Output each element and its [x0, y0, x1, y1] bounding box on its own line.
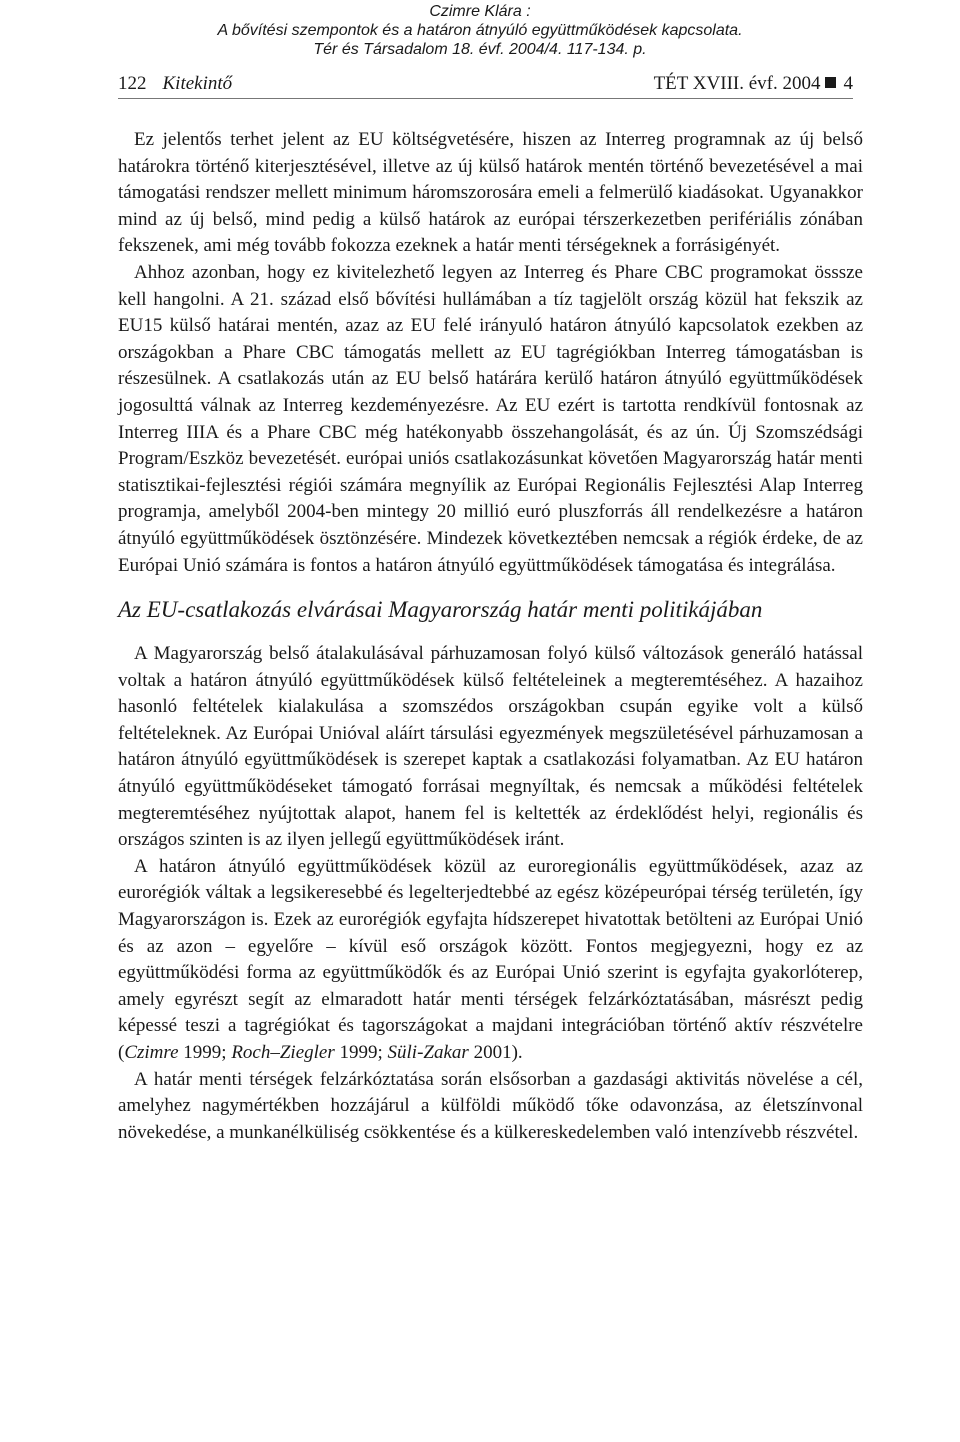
paragraph-text: A határon átnyúló együttműködések közül az euroregionális együttműködések, azaz az eurorégiók váltak a legsikeresebbé és legelterjedtebbé az egész középeurópai térség területén, így Magyarországon is. Ezek az eurorégiók egyfajta hídszerepet hivatottak betölteni az Európai Unió és az azon – egyelőre – kívül eső országok között. Fontos megjegyezni, hogy ez az együttműködési forma az együttműködők és az Európai Unió szerint is egyfajta gyakorlóterep, amely egyrészt segít az elmaradott határ menti térségek felzárkóztatásában, másrészt pedig képessé teszi a tagrégiókat és tagországokat a majdani integrációban történő aktív részvételre — [118, 855, 863, 1037]
section-name: Kitekintő — [162, 73, 233, 94]
citation-author: Czimre — [124, 1042, 179, 1063]
journal-info: TÉT XVIII. évf. 2004 — [653, 73, 821, 94]
citation-header — [0, 2, 960, 59]
running-head — [118, 72, 853, 99]
section-heading: Az EU-csatlakozás elvárásai Magyarország határ menti politikájában — [118, 597, 763, 623]
citation-source: Tér és Társadalom 18. évf. 2004/4. 117-134. p. — [313, 41, 647, 58]
paragraph: A Magyarország belső átalakulásával párhuzamosan folyó külső változások generáló hatással voltak a határon átnyúló együttműködések külső feltételeinek a megteremtéséhez. A hazaihoz hasonló feltételek kialakulása a szomszédos országokban csupán egyike volt a külső feltételeknek. Az Európai Unióval aláírt társulási egyezmények megszületésével párhuzamosan a határon átnyúló együttműködések is szerepet kaptak a csatlakozási folyamatban. Az EU határon átnyúló együttműködéseket támogató forrásai megnyíltak, és nemcsak a működési feltételek megteremtéséhez nyújtottak alapot, hanem fel is keltették az érdeklődést helyi, regionális és országos szinten is az ilyen jellegű együttműködések iránt. — [118, 643, 863, 851]
square-bullet-icon — [825, 77, 836, 88]
paragraph: Ahhoz azonban, hogy ez kivitelezhető legyen az Interreg és Phare CBC programokat össsze kell hangolni. A 21. század első bővítési hullámában a tíz tagjelölt ország közül hat fekszik az EU15 külső határai mentén, azaz az EU felé irányuló határon átnyúló kapcsolatok ezekben az országokban a Phare CBC támogatás mellett az EU tagrégiókban Interreg támogatásban is részesülnek. A csatlakozás után az EU belső határára kerülő határon átnyúló együttműködések jogosulttá válnak az Interreg kezdeményezésre. Az EU ezért is tartotta rendkívül fontosnak az Interreg IIIA és a Phare CBC még hatékonyabb összehangolását, és az ún. Új Szomszédsági Program/Eszköz bevezetését. európai uniós csatlakozásunkat követően Magyarország határ menti statisztikai-fejlesztési régiói számára megnyílik az Európai Regionális Fejlesztési Alap Interreg programja, amelyből 2004-ben mintegy 20 millió euró pluszforrás áll rendelkezésre a határon átnyúló együttműködések ösztönzésére. Mindezek következtében nemcsak a régiók érdeke, de az Európai Unió számára is fontos a határon átnyúló együttműködések támogatása és integrálása. — [118, 261, 863, 576]
citation-year: 2001). — [468, 1042, 523, 1063]
page-number: 122 — [118, 73, 147, 94]
citation-author: Roch–Ziegler — [231, 1042, 335, 1063]
citation-title: A bővítési szempontok és a határon átnyúló együttműködések kapcsolata. — [217, 22, 743, 39]
citation-year: 1999; — [334, 1042, 388, 1063]
running-head-right — [654, 72, 853, 96]
running-head-left — [118, 72, 232, 96]
paragraph: Ez jelentős terhet jelent az EU költségvetésére, hiszen az Interreg programnak az új belső határokra történő kiterjesztésével, illetve az új külső határok mentén történő bevezetésével a mai támogatási rendszer mellett minimum háromszorosára emeli a felmerülő kiadásokat. Ugyanakkor mind az új belső, mind pedig a külső határok az európai térszerkezetben perifériális zónában fekszenek, ami még tovább fokozza ezeknek a határ menti térségeknek a forrásigényét. — [118, 129, 863, 257]
paragraph: A határ menti térségek felzárkóztatása során elsősorban a gazdasági aktivitás növelése a cél, amelyhez nagymértékben hozzájárul a külföldi működő tőke odavonzása, az életszínvonal növekedése, a munkanélküliség csökkentése és a külkereskedelemben való intenzívebb részvétel. — [118, 1068, 863, 1143]
paragraph-with-citations — [118, 854, 863, 1067]
citation-open: ( — [118, 1042, 125, 1063]
article-body — [118, 127, 863, 1146]
issue-number: 4 — [843, 73, 853, 94]
citation-year: 1999; — [178, 1042, 232, 1063]
citation-author: Süli-Zakar — [387, 1042, 469, 1063]
citation-author: Czimre Klára : — [429, 3, 531, 20]
